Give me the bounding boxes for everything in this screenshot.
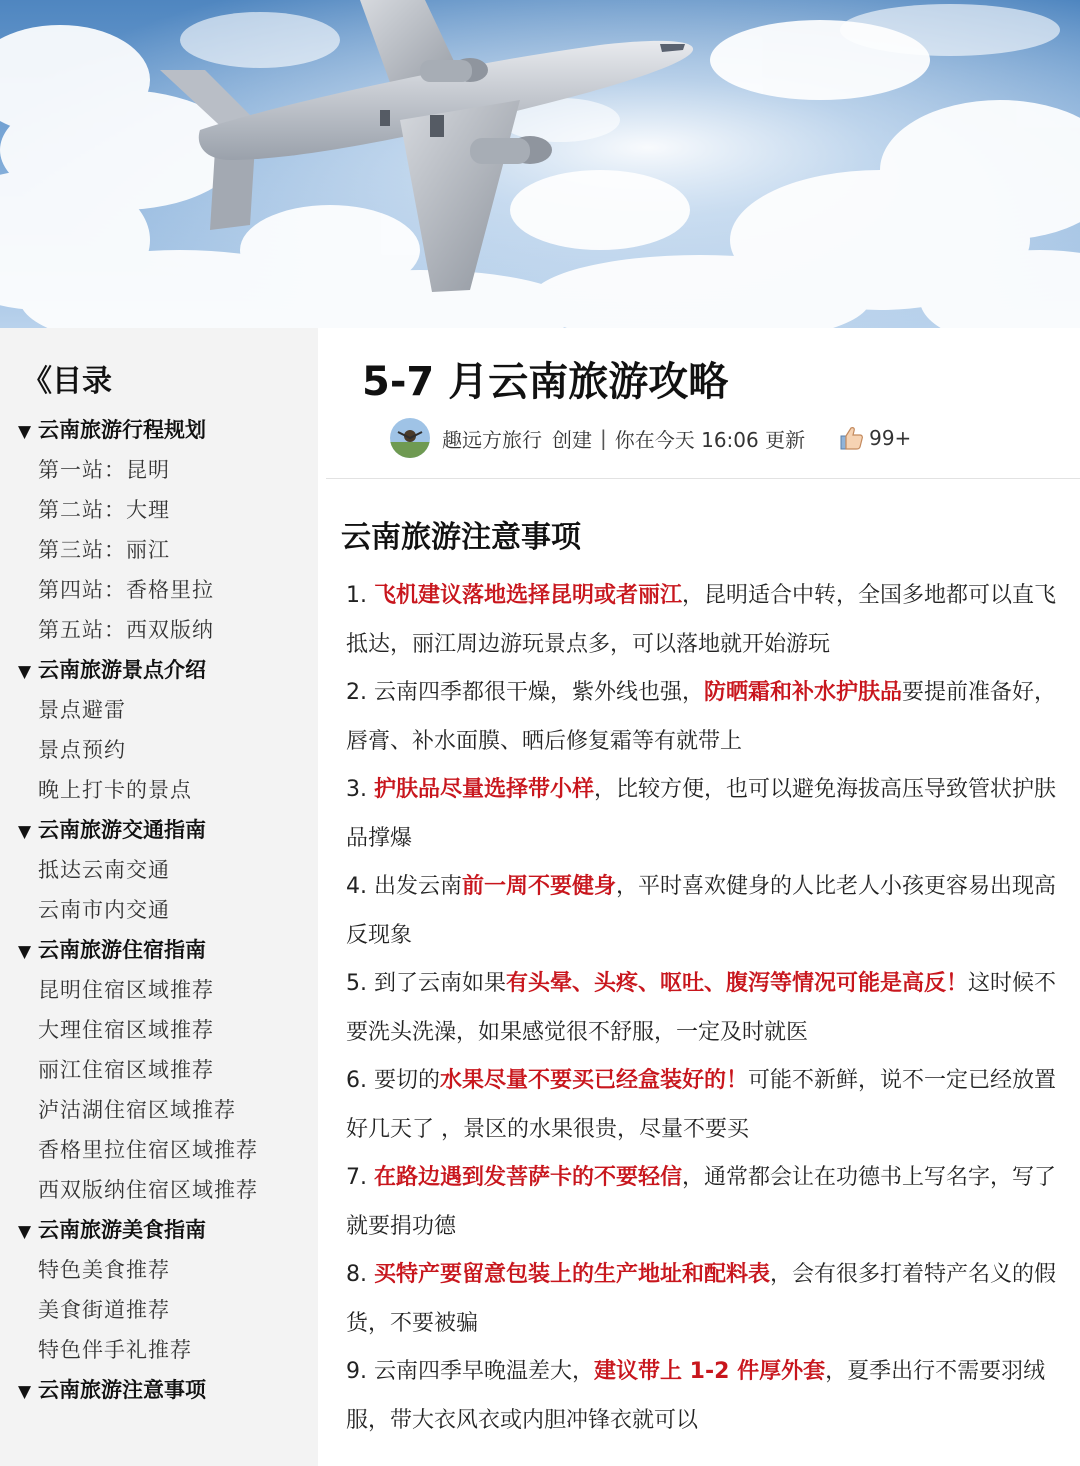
note-highlight: 建议带上 1-2 件厚外套 <box>594 1359 826 1384</box>
updated-time: 你在今天 16:06 更新 <box>614 427 806 452</box>
note-number: 7. <box>346 1165 367 1190</box>
meta-separator: | <box>600 426 607 450</box>
note-text: ，夏季出行不需要羽绒服，带大衣风衣或内胆冲锋衣就可以 <box>346 1359 1046 1433</box>
toc-item[interactable]: 大理住宿区域推荐 <box>38 1018 214 1042</box>
collapse-triangle-icon[interactable]: ▼ <box>18 662 32 682</box>
note-text: 云南四季都很干燥，紫外线也强， <box>374 680 705 705</box>
note-item <box>346 1348 1066 1445</box>
toc-section-label: 云南旅游美食指南 <box>38 1218 206 1242</box>
avatar[interactable] <box>390 418 430 458</box>
note-text: ，会有很多打着特产名义的假货，不要被骗 <box>346 1262 1057 1336</box>
page-title: 5-7 月云南旅游攻略 <box>362 359 729 405</box>
note-item <box>346 1251 1066 1348</box>
toc-item[interactable]: 晚上打卡的景点 <box>38 778 192 802</box>
toc-section[interactable] <box>18 410 314 450</box>
toc-section-label: 云南旅游交通指南 <box>38 818 206 842</box>
notes-list <box>346 572 1066 1445</box>
note-item <box>346 766 1066 863</box>
note-text: 出发云南 <box>374 874 463 899</box>
toc-item[interactable]: 云南市内交通 <box>38 898 170 922</box>
note-number: 4. <box>346 874 367 899</box>
like-count: 99+ <box>869 426 912 450</box>
note-number: 3. <box>346 777 367 802</box>
note-text: 要提前准备好，唇膏、补水面膜、晒后修复霜等有就带上 <box>346 680 1057 754</box>
note-text: ，平时喜欢健身的人比老人小孩更容易出现高反现象 <box>346 874 1057 948</box>
toc-item[interactable]: 景点预约 <box>38 738 126 762</box>
note-item <box>346 863 1066 960</box>
note-text: 这时候不要洗头洗澡，如果感觉很不舒服，一定及时就医 <box>346 971 1057 1045</box>
airplane-sky-illustration <box>0 0 1080 328</box>
toc-section[interactable] <box>18 650 314 690</box>
thumbs-up-icon <box>837 424 865 452</box>
toc-section-label: 云南旅游景点介绍 <box>38 658 206 682</box>
note-text: ，通常都会让在功德书上写名字，写了就要捐功德 <box>346 1165 1057 1239</box>
note-text: 云南四季早晚温差大， <box>374 1359 595 1384</box>
note-highlight: 前一周不要健身 <box>462 874 617 899</box>
note-number: 5. <box>346 971 367 996</box>
hero-image <box>0 0 1080 328</box>
note-highlight: 护肤品尽量选择带小样 <box>374 777 595 802</box>
note-highlight: 有头晕、头疼、呕吐、腹泻等情况可能是高反！ <box>506 971 969 996</box>
toc-item[interactable]: 抵达云南交通 <box>38 858 170 882</box>
toc-section[interactable] <box>18 810 314 850</box>
toc-item[interactable]: 第三站：丽江 <box>38 538 170 562</box>
toc-item[interactable]: 泸沽湖住宿区域推荐 <box>38 1098 236 1122</box>
note-text: 要切的 <box>374 1068 441 1093</box>
toc-list <box>18 410 314 1410</box>
toc-item[interactable]: 昆明住宿区域推荐 <box>38 978 214 1002</box>
note-item <box>346 1154 1066 1251</box>
note-text: ，比较方便，也可以避免海拔高压导致管状护肤品撑爆 <box>346 777 1057 851</box>
note-item <box>346 669 1066 766</box>
divider <box>326 478 1080 479</box>
toc-title[interactable]: 《目录 <box>22 364 112 399</box>
toc-item[interactable]: 香格里拉住宿区域推荐 <box>38 1138 258 1162</box>
toc-section[interactable] <box>18 930 314 970</box>
section-heading: 云南旅游注意事项 <box>341 520 581 555</box>
note-number: 6. <box>346 1068 367 1093</box>
note-number: 9. <box>346 1359 367 1384</box>
note-number: 2. <box>346 680 367 705</box>
collapse-triangle-icon[interactable]: ▼ <box>18 1222 32 1242</box>
collapse-triangle-icon[interactable]: ▼ <box>18 422 32 442</box>
note-text: 可能不新鲜，说不一定已经放置好几天了 ，景区的水果很贵，尽量不要买 <box>346 1068 1057 1142</box>
note-item <box>346 1057 1066 1154</box>
note-number: 1. <box>346 583 367 608</box>
toc-item[interactable]: 西双版纳住宿区域推荐 <box>38 1178 258 1202</box>
toc-item[interactable]: 第五站：西双版纳 <box>38 618 214 642</box>
toc-section[interactable] <box>18 1210 314 1250</box>
toc-section[interactable] <box>18 1370 314 1410</box>
toc-item[interactable]: 特色美食推荐 <box>38 1258 170 1282</box>
toc-section-label: 云南旅游住宿指南 <box>38 938 206 962</box>
article-meta <box>390 418 911 458</box>
note-text: 到了云南如果 <box>374 971 507 996</box>
note-highlight: 买特产要留意包装上的生产地址和配料表 <box>374 1262 771 1287</box>
toc-item[interactable]: 景点避雷 <box>38 698 126 722</box>
toc-item[interactable]: 第二站：大理 <box>38 498 170 522</box>
collapse-triangle-icon[interactable]: ▼ <box>18 942 32 962</box>
toc-item[interactable]: 第一站：昆明 <box>38 458 170 482</box>
note-highlight: 水果尽量不要买已经盒装好的！ <box>440 1068 749 1093</box>
note-number: 8. <box>346 1262 367 1287</box>
note-highlight: 在路边遇到发菩萨卡的不要轻信 <box>374 1165 683 1190</box>
toc-item[interactable]: 丽江住宿区域推荐 <box>38 1058 214 1082</box>
toc-item[interactable]: 第四站：香格里拉 <box>38 578 214 602</box>
toc-section-label: 云南旅游行程规划 <box>38 418 206 442</box>
toc-section-label: 云南旅游注意事项 <box>38 1378 206 1402</box>
note-highlight: 防晒霜和补水护肤品 <box>704 680 903 705</box>
note-item <box>346 572 1066 669</box>
toc-item[interactable]: 特色伴手礼推荐 <box>38 1338 192 1362</box>
created-label: 创建 <box>552 427 592 452</box>
toc-item[interactable]: 美食街道推荐 <box>38 1298 170 1322</box>
note-item <box>346 960 1066 1057</box>
collapse-triangle-icon[interactable]: ▼ <box>18 1382 32 1402</box>
collapse-triangle-icon[interactable]: ▼ <box>18 822 32 842</box>
like-button[interactable] <box>837 424 911 452</box>
note-highlight: 飞机建议落地选择昆明或者丽江 <box>374 583 683 608</box>
note-text: ，昆明适合中转，全国多地都可以直飞抵达，丽江周边游玩景点多，可以落地就开始游玩 <box>346 583 1057 657</box>
author-name[interactable]: 趣远方旅行 <box>442 427 542 452</box>
